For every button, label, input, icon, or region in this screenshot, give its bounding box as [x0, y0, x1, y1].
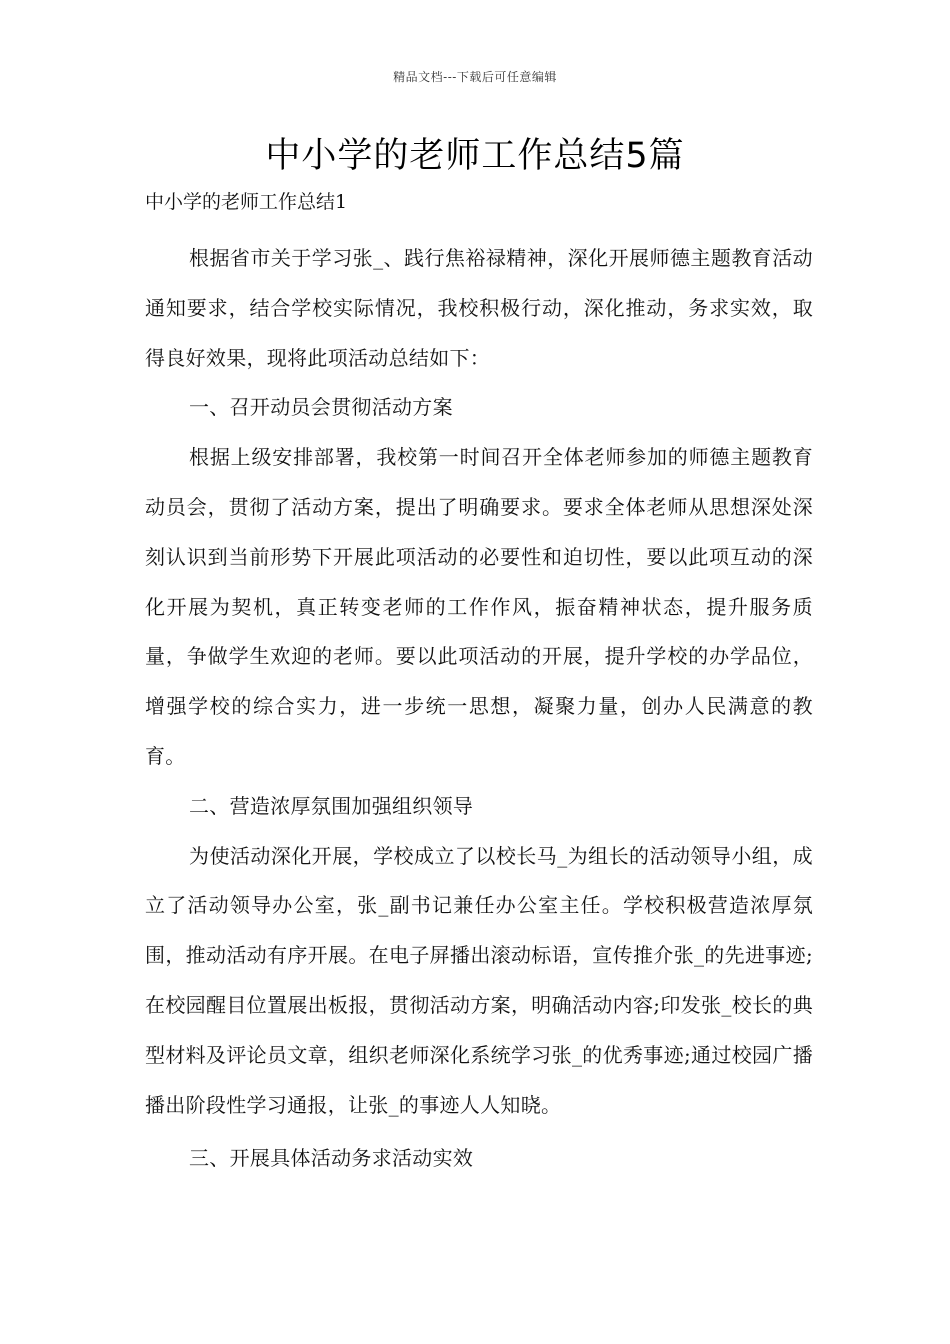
paragraph-section-1: 根据上级安排部署，我校第一时间召开全体老师参加的师德主题教育动员会，贯彻了活动方案，提出了明确要求。要求全体老师从思想深处深刻认识到当前形势下开展此项活动的必要性和迫切性，要以此项互动的深化开展为契机，真正转变老师的工作作风，振奋精神状态，提升服务质量，争做学生欢迎的老师。要以此项活动的开展，提升学校的办学品位，增强学校的综合实力，进一步统一思想，凝聚力量，创办人民满意的教育。: [145, 445, 813, 768]
document-title: 中小学的老师工作总结5篇: [265, 136, 685, 176]
section-heading-1: 一、召开动员会贯彻活动方案: [189, 395, 453, 420]
section-subtitle: 中小学的老师工作总结1: [145, 191, 348, 213]
section-heading-2: 二、营造浓厚氛围加强组织领导: [189, 793, 474, 818]
document-body: [145, 234, 813, 1184]
section-heading-3: 三、开展具体活动务求活动实效: [189, 1146, 474, 1171]
header-note: 精品文档---下载后可任意编辑: [393, 70, 557, 84]
paragraph-section-2: 为使活动深化开展，学校成立了以校长马_为组长的活动领导小组，成立了活动领导办公室，张_副书记兼任办公室主任。学校积极营造浓厚氛围，推动活动有序开展。在电子屏播出滚动标语，宣传推介张_的先进事迹;在校园醒目位置展出板报，贯彻活动方案，明确活动内容;印发张_校长的典型材料及评论员文章，组织老师深化系统学习张_的优秀事迹;通过校园广播播出阶段性学习通报，让张_的事迹人人知晓。: [145, 843, 813, 1117]
paragraph-intro: 根据省市关于学习张_、践行焦裕禄精神，深化开展师德主题教育活动通知要求，结合学校实际情况，我校积极行动，深化推动，务求实效，取得良好效果，现将此项活动总结如下：: [145, 246, 813, 370]
